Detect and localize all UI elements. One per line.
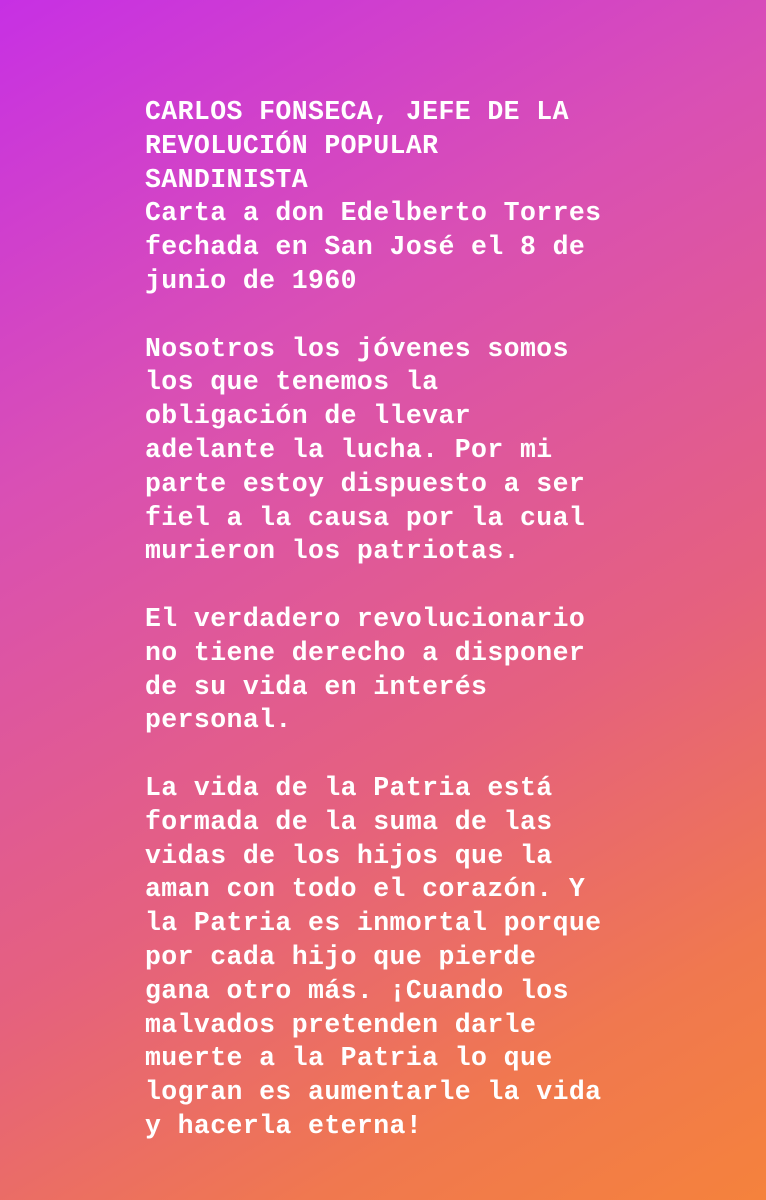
paragraph-line: logran es aumentarle la vida (145, 1077, 602, 1108)
paragraph-line: parte estoy dispuesto a ser (145, 468, 586, 499)
paragraph-line: por cada hijo que pierde (145, 941, 537, 972)
paragraph-line: La vida de la Patria está (145, 772, 553, 803)
paragraph-line: de su vida en interés (145, 671, 488, 702)
subtitle-line: Carta a don Edelberto Torres (145, 198, 602, 229)
heading-line: CARLOS FONSECA, JEFE DE LA (145, 97, 569, 127)
paragraph-line: vidas de los hijos que la (145, 840, 553, 871)
paragraph-line: obligación de llevar (145, 401, 472, 432)
paragraph-youth (145, 333, 745, 570)
paragraph-line: fiel a la causa por la cual (145, 502, 586, 533)
heading-line: SANDINISTA (145, 164, 309, 195)
paragraph-line: muerte a la Patria lo que (145, 1043, 553, 1074)
paragraph-line: y hacerla eterna! (145, 1110, 423, 1141)
paragraph-line: aman con todo el corazón. Y (145, 874, 586, 905)
subtitle-line: junio de 1960 (145, 265, 357, 296)
paragraph-line: adelante la lucha. Por mi (145, 434, 553, 465)
paragraph-line: personal. (145, 705, 292, 736)
paragraph-line: formada de la suma de las (145, 806, 553, 837)
paragraph-gap (145, 569, 745, 603)
paragraph-gap (145, 738, 745, 772)
paragraph-line: Nosotros los jóvenes somos (145, 333, 569, 364)
paragraph-line: no tiene derecho a disponer (145, 637, 586, 668)
paragraph-line: El verdadero revolucionario (145, 603, 586, 634)
subtitle-line: fechada en San José el 8 de (145, 232, 586, 263)
heading-line: REVOLUCIÓN POPULAR (145, 130, 439, 161)
paragraph-gap (145, 299, 745, 333)
paragraph-line: gana otro más. ¡Cuando los (145, 975, 569, 1006)
story-text (145, 96, 745, 1144)
paragraph-patria (145, 772, 745, 1144)
paragraph-line: la Patria es inmortal porque (145, 908, 602, 939)
paragraph-line: murieron los patriotas. (145, 536, 520, 567)
letter-subtitle (145, 197, 745, 298)
paragraph-revolutionary (145, 603, 745, 738)
heading (145, 96, 745, 197)
paragraph-line: los que tenemos la (145, 367, 439, 398)
paragraph-line: malvados pretenden darle (145, 1009, 537, 1040)
